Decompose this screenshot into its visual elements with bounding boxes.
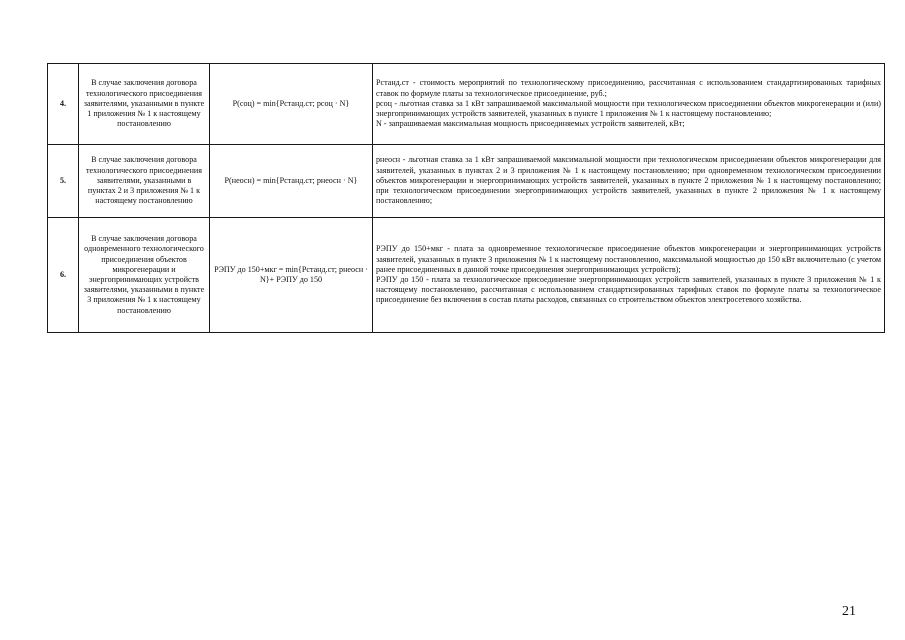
case-description: В случае заключения договора технологического присоединения заявителями, указанными в пунктах 2 и 3 приложения № 1 к настоящему постановлению [79,145,210,218]
formula-explanation [373,64,885,145]
row-number: 4. [48,64,79,145]
tariff-formula-table [47,63,885,333]
formula-explanation [373,145,885,218]
formula: PЭПУ до 150+мкг = min{Pстанд.ст; pнеосн · N}+ PЭПУ до 150 [210,218,373,333]
explanation-line: N - запрашиваемая максимальная мощность присоединяемых устройств заявителей, кВт; [376,119,685,129]
row-number: 6. [48,218,79,333]
formula: P(соц) = min{Pстанд.ст; pсоц · N} [210,64,373,145]
formula: P(неосн) = min{Pстанд.ст; pнеосн · N} [210,145,373,218]
table-row [48,64,885,145]
explanation-line: Pстанд.ст - стоимость мероприятий по технологическому присоединению, рассчитанная с использованием стандартизированных тарифных ставок по формуле платы за технологическое присоединение, руб.; [376,78,881,98]
explanation-line: pсоц - льготная ставка за 1 кВт запрашиваемой максимальной мощности при технологическом присоединении объектов микрогенерации и (или) энергопринимающих устройств заявителей, указанных в пункте 1 приложения № 1 к настоящему постановлению; [376,98,881,119]
table-row [48,145,885,218]
row-number: 5. [48,145,79,218]
table-row [48,218,885,333]
explanation-line: РЭПУ до 150+мкг - плата за одновременное технологическое присоединение объектов микрогенерации и энергопринимающих устройств заявителей, указанных в пункте 3 приложения № 1 к настоящему постановлению, максимальной мощностью до 150 кВт включительно (с учетом ранее присоединенных в данной точке присоединения энергопринимающих устройств); [376,244,881,274]
case-description: В случае заключения договора технологического присоединения заявителями, указанными в пункте 1 приложения № 1 к настоящему постановлению [79,64,210,145]
case-description: В случае заключения договора одновременного технологического присоединения объектов микрогенерации и энергопринимающих устройств заявителями, указанными в пункте 3 приложения № 1 к настоящему постановлению [79,218,210,333]
formula-explanation [373,218,885,333]
explanation-line: РЭПУ до 150 - плата за технологическое присоединение энергопринимающих устройств заявителей, указанных в пункте 3 приложения № 1 к настоящему постановлению, рассчитанная с использованием стандартизированных тарифных ставок по формуле платы за технологическое присоединение без включения в состав платы расходов, связанных со строительством объектов электросетевого хозяйства. [376,275,881,305]
page-number: 21 [842,604,856,619]
explanation-line: pнеосн - льготная ставка за 1 кВт запрашиваемой максимальной мощности при технологическом присоединении объектов микрогенерации для заявителей, указанных в пунктах 2 и 3 приложения № 1 к настоящему постановлению; при одновременном технологическом присоединении объектов микрогенерации и энергопринимающих устройств заявителей, указанных в пункте 2 приложения № 1 к настоящему постановлению; при технологическом присоединении энергопринимающих устройств заявителей, указанных в пункте 2 приложения № 1 к настоящему постановлению; [376,155,881,206]
